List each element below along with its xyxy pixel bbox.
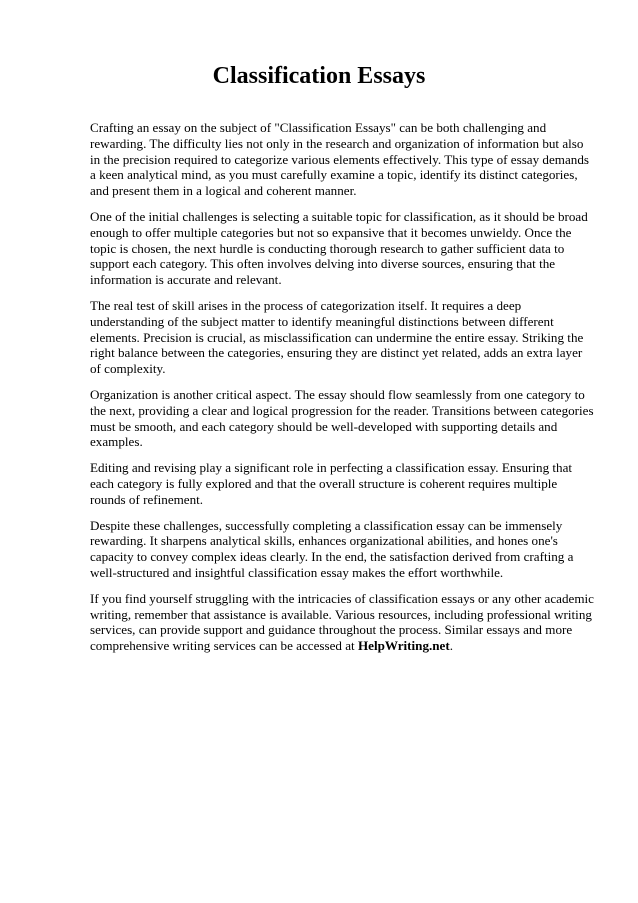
helpwriting-link[interactable]: HelpWriting.net	[357, 638, 450, 654]
paragraph-6: Despite these challenges, successfully completing a classification essay can be immensely rewarding. It sharpens analytical skills, enhances organizational abilities, and hones one's capacity to convey complex ideas clearly. In the end, the satisfaction derived from crafting a well-structured and insightful classification essay makes the effort worthwhile.	[90, 517, 574, 580]
paragraph-7-period: .	[449, 638, 454, 654]
paragraph-1: Crafting an essay on the subject of "Classification Essays" can be both challenging and rewarding. The difficulty lies not only in the research and organization of information but also in the precision required to categorize various elements effectively. This type of essay demands a keen analytical mind, as you must carefully examine a topic, identify its distinct categories, and present them in a logical and coherent manner.	[90, 120, 589, 199]
paragraph-4: Organization is another critical aspect. The essay should flow seamlessly from one category to the next, providing a clear and logical progression for the reader. Transitions between categories must be smooth, and each category should be well-developed with supporting details and examples.	[90, 386, 594, 450]
paragraph-5: Editing and revising play a significant role in perfecting a classification essay. Ensuring that each category is fully explored and that the overall structure is coherent requires multiple rounds of refinement.	[90, 460, 573, 507]
essay-body	[90, 120, 594, 664]
paragraph-3: The real test of skill arises in the process of categorization itself. It requires a deep understanding of the subject matter to identify meaningful distinctions between different elements. Precision is crucial, as misclassification can undermine the entire essay. Striking the right balance between the categories, ensuring they are distinct yet related, adds an extra layer of complexity.	[90, 297, 584, 377]
paragraph-7	[90, 591, 594, 654]
paragraph-2: One of the initial challenges is selecting a suitable topic for classification, as it should be broad enough to offer multiple categories but not so expansive that it becomes unwieldy. Once the topic is chosen, the next hurdle is conducting thorough research to gather sufficient data to support each category. This often involves delving into diverse sources, ensuring that the information is accurate and relevant.	[90, 208, 588, 288]
paragraph-7-text: If you find yourself struggling with the intricacies of classification essays or any other academic writing, remember that assistance is available. Various resources, including professional writing services, can provide support and guidance throughout the process. Similar essays and more comprehensive writing services can be accessed at	[90, 590, 594, 654]
page-title: Classification Essays	[212, 63, 426, 89]
